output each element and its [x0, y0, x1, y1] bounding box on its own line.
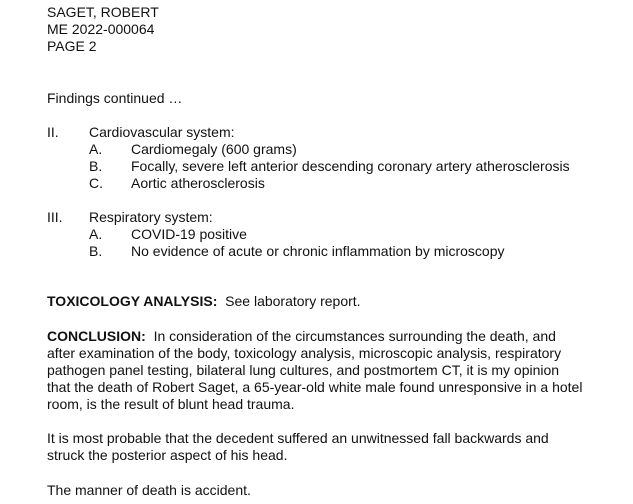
item-letter: C.	[89, 175, 103, 191]
probable-paragraph	[47, 430, 607, 464]
probable-line: It is most probable that the decedent suffered an unwitnessed fall backwards and	[47, 430, 549, 446]
conclusion-line: after examination of the body, toxicology analysis, microscopic analysis, respiratory	[47, 345, 562, 361]
findings-continued-label: Findings continued …	[47, 90, 183, 106]
section-numeral: III.	[47, 209, 63, 225]
item-text: Focally, severe left anterior descending coronary artery atherosclerosis	[131, 158, 570, 174]
document-header	[47, 4, 159, 55]
item-letter: A.	[89, 226, 103, 242]
decedent-name: SAGET, ROBERT	[47, 4, 159, 20]
item-text: Aortic atherosclerosis	[131, 175, 265, 191]
item-letter: A.	[89, 141, 103, 157]
item-text: No evidence of acute or chronic inflammation by microscopy	[131, 243, 505, 259]
page-number: PAGE 2	[47, 38, 97, 54]
item-letter: B.	[89, 158, 103, 174]
conclusion-line: In consideration of the circumstances surrounding the death, and	[153, 328, 556, 344]
conclusion-line: room, is the result of blunt head trauma.	[47, 396, 295, 412]
manner-of-death: The manner of death is accident.	[47, 482, 251, 498]
toxicology-paragraph	[47, 293, 607, 310]
conclusion-line: that the death of Robert Saget, a 65-year-old white male found unresponsive in a hotel	[47, 379, 583, 395]
toxicology-text: See laboratory report.	[225, 293, 361, 309]
item-text: COVID-19 positive	[131, 226, 247, 242]
conclusion-label: CONCLUSION:	[47, 328, 146, 344]
section-numeral: II.	[47, 124, 59, 140]
item-letter: B.	[89, 243, 103, 259]
conclusion-line: pathogen panel testing, bilateral lung cultures, and postmortem CT, it is my opinion	[47, 362, 560, 378]
section-title: Respiratory system:	[89, 209, 213, 225]
conclusion-paragraph	[47, 328, 607, 413]
case-number: ME 2022-000064	[47, 21, 155, 37]
item-text: Cardiomegaly (600 grams)	[131, 141, 297, 157]
section-title: Cardiovascular system:	[89, 124, 235, 140]
probable-line: struck the posterior aspect of his head.	[47, 447, 288, 463]
toxicology-label: TOXICOLOGY ANALYSIS:	[47, 293, 218, 309]
